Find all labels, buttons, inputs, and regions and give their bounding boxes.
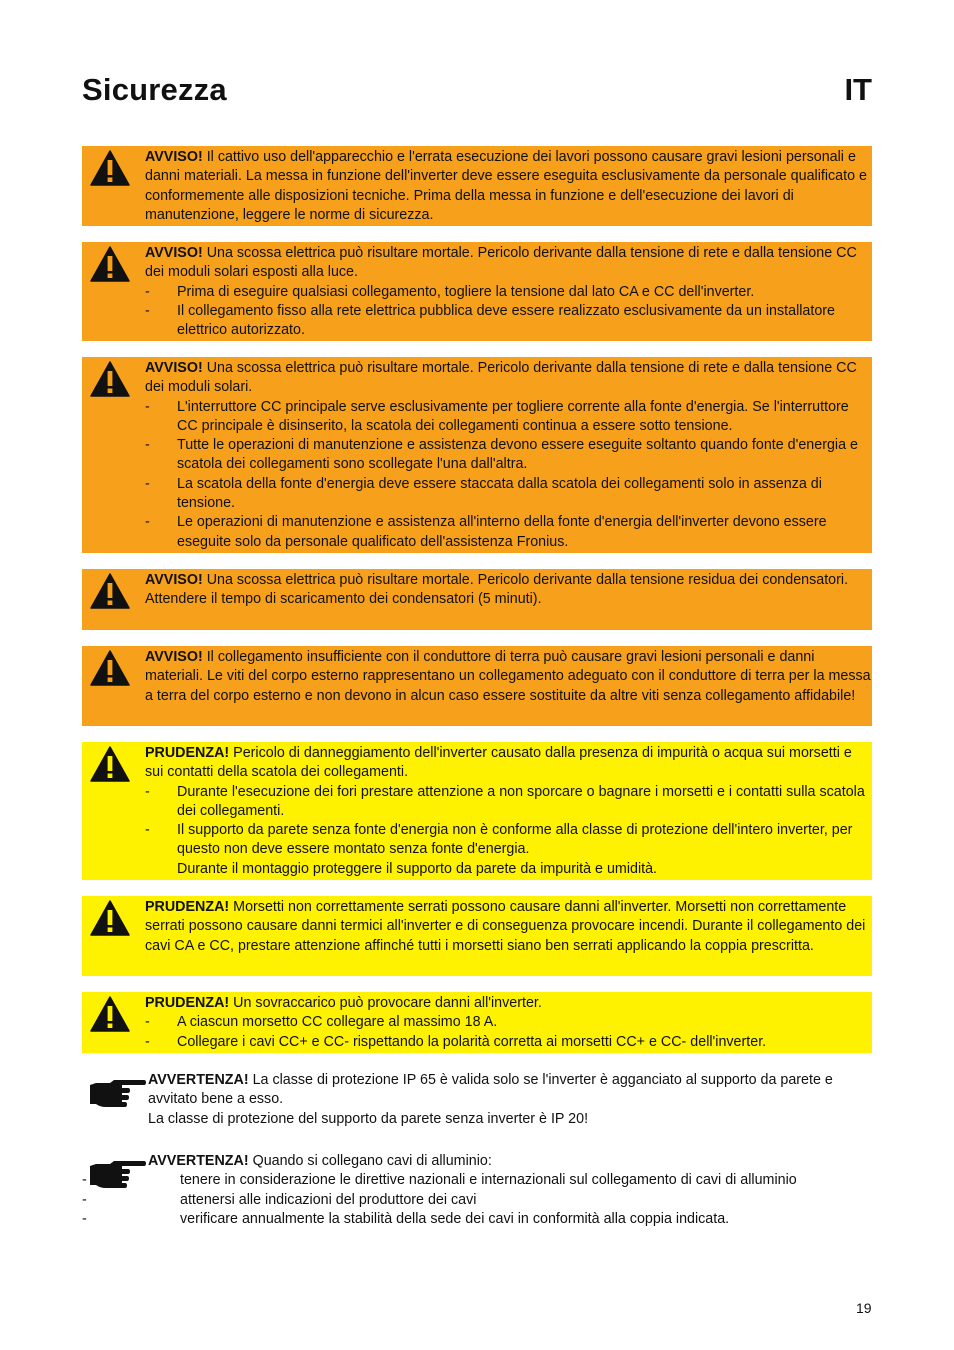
list-item: - Durante l'esecuzione dei fori prestare attenzione a non sporcare o bagnare i morsetti e i contatti sulla scatola dei collegamenti. — [145, 783, 872, 822]
list-item: - Il collegamento fisso alla rete elettrica pubblica deve essere realizzato esclusivamente da un installatore elettrico autorizzato. — [145, 302, 872, 341]
notice-body: Una scossa elettrica può risultare mortale. Pericolo derivante dalla tensione di rete e dalla tensione CC dei moduli solari. — [145, 360, 857, 396]
notice-label: AVVISO! — [145, 572, 203, 588]
warning-triangle-icon — [90, 150, 130, 186]
list-item: - A ciascun morsetto CC collegare al massimo 18 A. — [145, 1013, 872, 1032]
notice-extra: La classe di protezione del supporto da parete senza inverter è IP 20! — [148, 1110, 589, 1127]
note-notice — [82, 1150, 872, 1232]
notice-label: AVVERTENZA! — [148, 1153, 249, 1169]
list-item — [82, 1171, 872, 1190]
notice-text — [148, 1071, 872, 1129]
notice-body: Un sovraccarico può provocare danni all'inverter. — [229, 995, 542, 1011]
notice-text — [145, 148, 872, 225]
list-item-continuation: Durante il montaggio proteggere il supporto da parete da impurità e umidità. — [177, 860, 658, 877]
pointing-hand-icon — [88, 1077, 146, 1111]
notice-body: Una scossa elettrica può risultare mortale. Pericolo derivante dalla tensione residua dei condensatori. — [202, 572, 849, 588]
notice-label: AVVISO! — [145, 245, 203, 261]
notice-text — [145, 244, 872, 340]
notice-text — [145, 359, 872, 552]
page-number: 19 — [856, 1300, 872, 1316]
notice-label: PRUDENZA! — [145, 745, 230, 761]
notice-list — [145, 398, 872, 552]
notice-label: AVVISO! — [145, 649, 203, 665]
list-item: - Tutte le operazioni di manutenzione e assistenza devono essere eseguite soltanto quando fonte d'energia e scatola dei collegamenti sono scollegate l'una dall'altra. — [145, 436, 872, 475]
notice-label: PRUDENZA! — [145, 995, 230, 1011]
notice-label: AVVISO! — [145, 149, 203, 165]
notice-list — [82, 1171, 872, 1229]
warning-triangle-icon — [90, 573, 130, 609]
list-item-text: attenersi alle indicazioni del produttore dei cavi — [180, 1191, 477, 1208]
list-item: - Prima di eseguire qualsiasi collegamento, togliere la tensione dal lato CA e CC dell'inverter. — [145, 283, 872, 302]
notice-text — [145, 648, 872, 706]
notice-label: AVVISO! — [145, 360, 203, 376]
notice-body: Il collegamento insufficiente con il conduttore di terra può causare gravi lesioni personali e danni materiali. Le viti del corpo esterno rappresentano un collegamento adeguato con il conduttore di terra per la messa a terra del corpo esterno e non devono in alcun caso essere sostituite da altre viti senza collegamento affidabile! — [145, 649, 871, 704]
notice-label: AVVERTENZA! — [148, 1072, 249, 1088]
list-item-text: Il supporto da parete senza fonte d'energia non è conforme alla classe di protezione dell'intero inverter, per questo non deve essere montato senza fonte d'energia. — [177, 822, 853, 858]
list-item — [82, 1191, 872, 1210]
warning-triangle-icon — [90, 361, 130, 397]
list-item-text: tenere in considerazione le direttive nazionali e internazionali sul collegamento di cavi di alluminio — [180, 1172, 797, 1189]
notice-text — [145, 744, 872, 879]
notice-text — [148, 1152, 872, 1229]
notice-text — [145, 571, 872, 610]
notice-list — [145, 783, 872, 879]
list-item: - Collegare i cavi CC+ e CC- rispettando la polarità corretta ai morsetti CC+ e CC- dell'inverter. — [145, 1033, 872, 1052]
notice-body: Morsetti non correttamente serrati possono causare danni all'inverter. Morsetti non correttamente serrati possono causare danni termici all'inverter e di conseguenza provocare incendi. Durante il collegamento dei cavi CA e CC, prestare attenzione affinché tutti i morsetti siano ben serrati applicando la coppia prescritta. — [145, 899, 866, 954]
list-item: - L'interruttore CC principale serve esclusivamente per togliere corrente alla fonte d'energia. Se l'interruttore CC principale è disinserito, la scatola dei collegamenti continua a essere sotto tensione. — [145, 398, 872, 437]
warning-notice — [82, 146, 872, 226]
caution-notice — [82, 992, 872, 1053]
page-header — [82, 72, 872, 116]
notice-list — [145, 283, 872, 341]
notice-body: Una scossa elettrica può risultare mortale. Pericolo derivante dalla tensione di rete e dalla tensione CC dei moduli solari esposti alla luce. — [145, 245, 857, 281]
warning-triangle-icon — [90, 650, 130, 686]
warning-notice — [82, 357, 872, 553]
warning-notice — [82, 646, 872, 726]
warning-triangle-icon — [90, 246, 130, 282]
list-item-text: verificare annualmente la stabilità della sede dei cavi in conformità alla coppia indicata. — [180, 1210, 730, 1227]
notice-text — [145, 898, 872, 956]
language-code: IT — [844, 72, 872, 107]
notice-body: La classe di protezione IP 65 è valida solo se l'inverter è agganciato al supporto da parete e avvitato bene a esso. — [148, 1072, 833, 1108]
caution-triangle-icon — [90, 996, 130, 1032]
caution-notice — [82, 896, 872, 976]
notice-body: Pericolo di danneggiamento dell'inverter causato dalla presenza di impurità o acqua sui morsetti e sui contatti della scatola dei collegamenti. — [145, 745, 852, 781]
note-notice — [82, 1069, 872, 1131]
notice-text — [145, 994, 872, 1052]
list-item: - Le operazioni di manutenzione e assistenza all'interno della fonte d'energia dell'inverter devono essere eseguite solo da personale qualificato dell'assistenza Fronius. — [145, 513, 872, 552]
notice-body: Quando si collegano cavi di alluminio: — [248, 1153, 492, 1169]
caution-notice — [82, 742, 872, 880]
warning-notice — [82, 242, 872, 341]
list-item: - La scatola della fonte d'energia deve essere staccata dalla scatola dei collegamenti solo in assenza di tensione. — [145, 475, 872, 514]
caution-triangle-icon — [90, 900, 130, 936]
page-title: Sicurezza — [82, 72, 227, 107]
warning-notice — [82, 569, 872, 630]
notice-label: PRUDENZA! — [145, 899, 230, 915]
caution-triangle-icon — [90, 746, 130, 782]
list-item — [145, 821, 872, 879]
notice-extra: Attendere il tempo di scaricamento dei condensatori (5 minuti). — [145, 591, 542, 608]
list-item — [82, 1210, 872, 1229]
notice-body: Il cattivo uso dell'apparecchio e l'errata esecuzione dei lavori possono causare gravi lesioni personali e danni materiali. La messa in funzione dell'inverter deve essere eseguita esclusivamente da personale qualificato e conformemente alle disposizioni tecniche. Prima della messa in funzione e dell'esecuzione dei lavori di manutenzione, leggere le norme di sicurezza. — [145, 149, 867, 223]
notice-list — [145, 1013, 872, 1052]
